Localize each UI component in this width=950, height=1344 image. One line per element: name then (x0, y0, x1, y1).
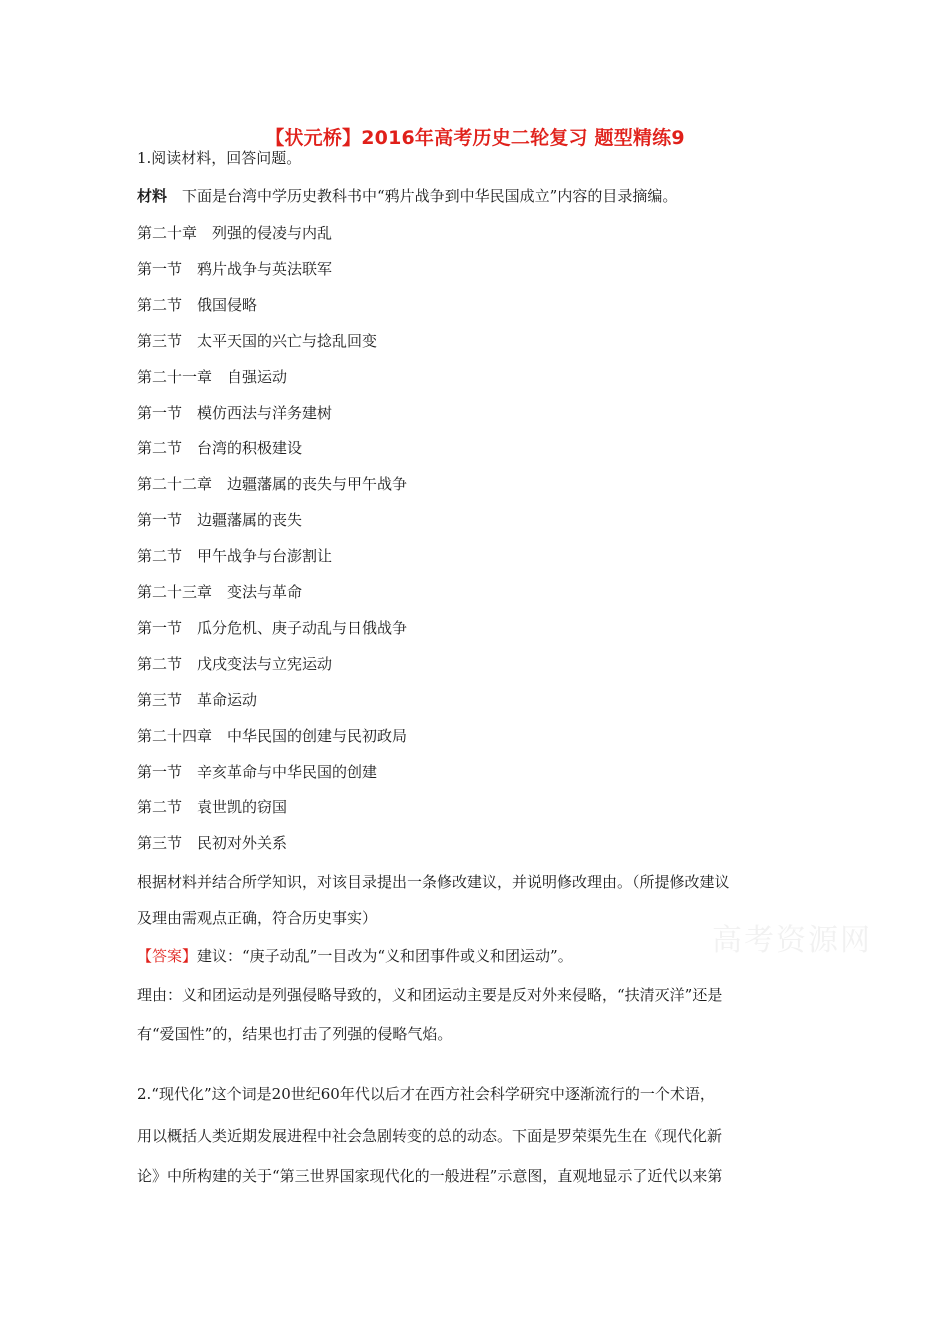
reason-line-2: 有“爱国性”的，结果也打击了列强的侵略气焰。 (137, 1025, 453, 1043)
toc-entry-title: 甲午战争与台澎割让 (197, 547, 333, 565)
answer-line (137, 946, 573, 966)
toc-entry-title: 中华民国的创建与民初政局 (227, 727, 408, 745)
toc-entry-number: 第二十四章 (137, 727, 213, 745)
toc-entry-title: 自强运动 (227, 368, 288, 386)
toc-entry (137, 259, 332, 279)
toc-entry-number: 第三节 (137, 332, 183, 350)
toc-entry-number: 第一节 (137, 404, 183, 422)
answer-label: 【答案】 (137, 947, 198, 965)
toc-entry-number: 第二十一章 (137, 368, 213, 386)
toc-entry (137, 438, 302, 458)
toc-entry-title: 台湾的积极建设 (197, 439, 303, 457)
question-text-line-2: 及理由需观点正确，符合历史事实） (137, 909, 378, 927)
toc-entry (137, 726, 407, 746)
toc-entry-title: 边疆藩属的丧失与甲午战争 (227, 475, 408, 493)
toc-entry-title: 变法与革命 (227, 583, 303, 601)
toc-entry-number: 第二十章 (137, 224, 198, 242)
toc-entry-title: 戊戌变法与立宪运动 (197, 655, 333, 673)
material-text: 下面是台湾中学历史教科书中“鸦片战争到中华民国成立”内容的目录摘编。 (167, 187, 678, 205)
toc-entry-title: 袁世凯的窃国 (197, 798, 288, 816)
toc-entry-number: 第二节 (137, 798, 183, 816)
toc-entry-number: 第三节 (137, 834, 183, 852)
material-label: 材料 (137, 187, 168, 205)
document-title: 【状元桥】2016年高考历史二轮复习 题型精练9 (265, 127, 685, 149)
toc-entry (137, 797, 287, 817)
toc-entry (137, 474, 407, 494)
toc-entry (137, 510, 302, 530)
toc-entry (137, 367, 287, 387)
toc-entry-title: 瓜分危机、庚子动乱与日俄战争 (197, 619, 408, 637)
toc-entry-title: 边疆藩属的丧失 (197, 511, 303, 529)
toc-entry (137, 690, 257, 710)
toc-entry-title: 俄国侵略 (197, 296, 258, 314)
toc-entry-number: 第二十三章 (137, 583, 213, 601)
toc-entry-title: 模仿西法与洋务建树 (197, 404, 333, 422)
toc-entry-number: 第二节 (137, 439, 183, 457)
toc-entry-number: 第二十二章 (137, 475, 213, 493)
toc-entry-number: 第一节 (137, 619, 183, 637)
toc-entry-title: 列强的侵凌与内乱 (212, 224, 333, 242)
toc-entry-number: 第三节 (137, 691, 183, 709)
toc-entry-number: 第二节 (137, 296, 183, 314)
toc-entry-title: 辛亥革命与中华民国的创建 (197, 763, 378, 781)
question-text-line-1: 根据材料并结合所学知识，对该目录提出一条修改建议，并说明修改理由。（所提修改建议 (137, 873, 730, 891)
toc-entry-title: 鸦片战争与英法联军 (197, 260, 333, 278)
toc-entry-title: 民初对外关系 (197, 834, 288, 852)
toc-entry (137, 403, 332, 423)
toc-entry (137, 223, 332, 243)
toc-entry-title: 革命运动 (197, 691, 258, 709)
watermark: 高考资源网 (712, 923, 872, 958)
toc-entry-number: 第一节 (137, 763, 183, 781)
toc-entry-number: 第一节 (137, 511, 183, 529)
toc-entry (137, 618, 407, 638)
toc-entry (137, 546, 332, 566)
material-paragraph (137, 186, 677, 206)
toc-entry-number: 第一节 (137, 260, 183, 278)
toc-entry (137, 582, 302, 602)
toc-entry-number: 第二节 (137, 655, 183, 673)
question-2-line-1: 2.“现代化”这个词是20世纪60年代以后才在西方社会科学研究中逐渐流行的一个术语， (137, 1085, 715, 1103)
question-2-line-2: 用以概括人类近期发展进程中社会急剧转变的总的动态。下面是罗荣渠先生在《现代化新 (137, 1127, 723, 1145)
toc-entry (137, 762, 377, 782)
toc-entry (137, 295, 257, 315)
question-2-line-3: 论》中所构建的关于“第三世界国家现代化的一般进程”示意图，直观地显示了近代以来第 (137, 1167, 723, 1185)
toc-entry-title: 太平天国的兴亡与捻乱回变 (197, 332, 378, 350)
question-1-intro: 1.阅读材料，回答问题。 (137, 149, 302, 167)
toc-entry (137, 654, 332, 674)
toc-entry (137, 331, 377, 351)
toc-entry (137, 833, 287, 853)
reason-line-1: 理由：义和团运动是列强侵略导致的，义和团运动主要是反对外来侵略，“扶清灭洋”还是 (137, 986, 723, 1004)
toc-entry-number: 第二节 (137, 547, 183, 565)
answer-text: 建议：“庚子动乱”一目改为“义和团事件或义和团运动”。 (197, 947, 573, 965)
